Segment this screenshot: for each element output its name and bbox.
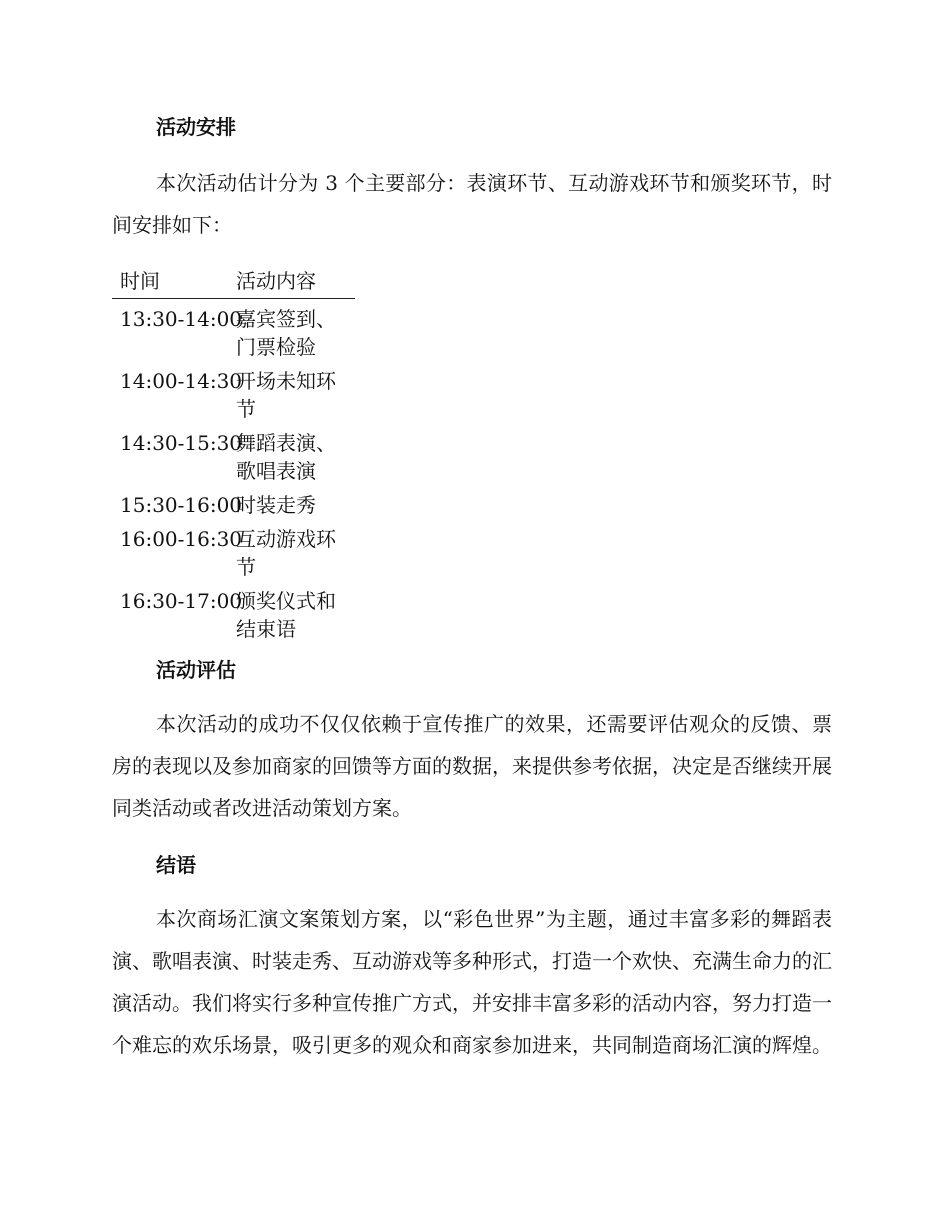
header-activity: 活动内容 xyxy=(236,269,316,293)
row-activity: 舞蹈表演、歌唱表演 xyxy=(236,431,336,483)
schedule-intro: 本次活动估计分为 3 个主要部分：表演环节、互动游戏环节和颁奖环节，时间安排如下： xyxy=(112,171,832,237)
table-row xyxy=(112,525,355,587)
row-activity: 颁奖仪式和结束语 xyxy=(236,589,336,641)
table-row xyxy=(112,587,355,649)
table-row xyxy=(112,429,355,491)
row-activity: 时装走秀 xyxy=(236,493,316,517)
table-row xyxy=(112,305,355,367)
row-time: 14:30-15:30 xyxy=(120,431,243,455)
row-activity: 嘉宾签到、门票检验 xyxy=(236,307,336,359)
conclusion-heading: 结语 xyxy=(156,853,196,877)
row-time: 13:30-14:00 xyxy=(120,307,243,331)
evaluation-heading: 活动评估 xyxy=(156,658,236,682)
row-time: 16:30-17:00 xyxy=(120,589,243,613)
row-time: 14:00-14:30 xyxy=(120,369,243,393)
header-time: 时间 xyxy=(120,269,160,293)
schedule-table xyxy=(112,264,355,649)
conclusion-body: 本次商场汇演文案策划方案，以“彩色世界”为主题，通过丰富多彩的舞蹈表演、歌唱表演、时装走秀、互动游戏等多种形式，打造一个欢快、充满生命力的汇演活动。我们将实行多种宣传推广方式，并安排丰富多彩的活动内容，努力打造一个难忘的欢乐场景，吸引更多的观众和商家参加进来，共同制造商场汇演的辉煌。 xyxy=(112,907,832,1057)
schedule-heading: 活动安排 xyxy=(156,115,236,139)
schedule-table-header xyxy=(112,264,355,299)
row-time: 16:00-16:30 xyxy=(120,527,243,551)
table-row xyxy=(112,491,355,525)
row-activity: 互动游戏环节 xyxy=(236,527,336,579)
row-time: 15:30-16:00 xyxy=(120,493,243,517)
row-activity: 开场未知环节 xyxy=(236,369,336,421)
table-row xyxy=(112,367,355,429)
evaluation-body: 本次活动的成功不仅仅依赖于宣传推广的效果，还需要评估观众的反馈、票房的表现以及参加商家的回馈等方面的数据，来提供参考依据，决定是否继续开展同类活动或者改进活动策划方案。 xyxy=(112,712,832,820)
